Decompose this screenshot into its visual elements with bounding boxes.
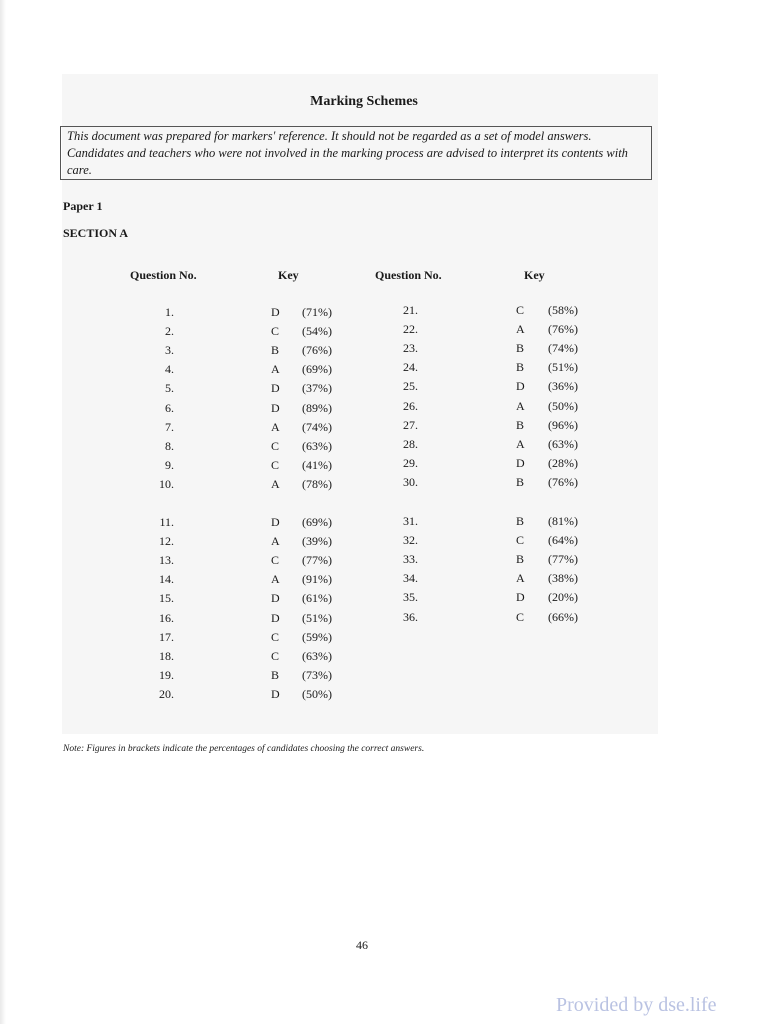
answer-key: D <box>516 379 525 394</box>
header-question-no-left: Question No. <box>130 268 197 282</box>
correct-percentage: (59%) <box>302 629 332 644</box>
question-number: 36. <box>403 609 418 624</box>
correct-percentage: (81%) <box>548 514 578 528</box>
question-number: 13. <box>159 553 174 568</box>
question-number: 28. <box>403 436 418 451</box>
answer-key: A <box>516 398 525 413</box>
correct-percentage: (89%) <box>302 400 332 415</box>
question-number: 22. <box>403 322 418 337</box>
correct-percentage: (41%) <box>302 457 332 472</box>
answer-key: C <box>271 457 280 472</box>
question-number: 30. <box>403 474 418 489</box>
correct-percentage: (64%) <box>548 533 578 548</box>
answer-key: C <box>271 553 280 568</box>
correct-percentage: (91%) <box>302 572 332 587</box>
answer-key: C <box>271 438 280 453</box>
answer-key: A <box>271 476 280 491</box>
correct-percentage: (20%) <box>548 590 578 605</box>
answer-key: A <box>271 419 280 434</box>
correct-percentage: (58%) <box>548 303 578 317</box>
answer-key: B <box>516 341 525 356</box>
correct-percentage: (71%) <box>302 305 332 319</box>
question-number: 18. <box>159 648 174 663</box>
question-number: 12. <box>159 534 174 549</box>
answer-key: B <box>516 514 525 528</box>
question-number: 23. <box>403 341 418 356</box>
answer-key: D <box>271 610 280 625</box>
question-number: 20. <box>159 686 174 701</box>
correct-percentage: (76%) <box>302 343 332 358</box>
header-question-no-right: Question No. <box>375 268 442 282</box>
question-number: 35. <box>403 590 418 605</box>
answer-key: A <box>516 322 525 337</box>
correct-percentage: (77%) <box>302 553 332 568</box>
answer-key: C <box>516 609 525 624</box>
answer-key: D <box>271 400 280 415</box>
question-number: 6. <box>165 400 174 415</box>
correct-percentage: (74%) <box>548 341 578 356</box>
answer-key: A <box>516 436 525 451</box>
watermark: Provided by dse.life <box>556 994 717 1016</box>
question-number: 26. <box>403 398 418 413</box>
answer-key: B <box>516 474 525 489</box>
correct-percentage: (51%) <box>548 360 578 375</box>
question-number: 16. <box>159 610 174 625</box>
question-number: 1. <box>165 305 174 319</box>
correct-percentage: (50%) <box>302 686 332 701</box>
correct-percentage: (36%) <box>548 379 578 394</box>
correct-percentage: (51%) <box>302 610 332 625</box>
correct-percentage: (76%) <box>548 322 578 337</box>
footnote: Note: Figures in brackets indicate the percentages of candidates choosing the correct answers. <box>63 744 425 754</box>
answer-key: B <box>271 667 280 682</box>
answer-key: A <box>271 572 280 587</box>
scan-edge <box>0 0 6 1024</box>
correct-percentage: (39%) <box>302 534 332 549</box>
correct-percentage: (54%) <box>302 324 332 339</box>
answer-key: D <box>271 591 280 606</box>
answer-key: A <box>271 362 280 377</box>
answer-key: C <box>271 629 280 644</box>
answer-key: D <box>271 381 280 396</box>
answer-key: C <box>516 303 525 317</box>
answer-key: A <box>271 534 280 549</box>
question-number: 25. <box>403 379 418 394</box>
question-number: 31. <box>403 514 418 528</box>
question-number: 8. <box>165 438 174 453</box>
question-number: 5. <box>165 381 174 396</box>
correct-percentage: (73%) <box>302 667 332 682</box>
answer-key: C <box>271 648 280 663</box>
answer-key: D <box>271 305 280 319</box>
answer-key: D <box>271 515 280 529</box>
correct-percentage: (78%) <box>302 476 332 491</box>
question-number: 33. <box>403 552 418 567</box>
correct-percentage: (37%) <box>302 381 332 396</box>
correct-percentage: (28%) <box>548 455 578 470</box>
question-number: 4. <box>165 362 174 377</box>
answer-key: C <box>271 324 280 339</box>
question-number: 10. <box>159 476 174 491</box>
answer-key: B <box>516 417 525 432</box>
correct-percentage: (69%) <box>302 362 332 377</box>
question-number: 32. <box>403 533 418 548</box>
question-number: 34. <box>403 571 418 586</box>
header-key-left: Key <box>278 268 299 282</box>
question-number: 7. <box>165 419 174 434</box>
correct-percentage: (38%) <box>548 571 578 586</box>
answer-key: A <box>516 571 525 586</box>
correct-percentage: (96%) <box>548 417 578 432</box>
correct-percentage: (74%) <box>302 419 332 434</box>
question-number: 29. <box>403 455 418 470</box>
correct-percentage: (63%) <box>302 648 332 663</box>
disclaimer-box: This document was prepared for markers' reference. It should not be regarded as a set of model answers. Candidates and teachers who were not involved in the marking process are advised to interpret its contents with care. <box>60 126 652 180</box>
question-number: 14. <box>159 572 174 587</box>
answer-key: D <box>271 686 280 701</box>
page-title: Marking Schemes <box>310 94 418 109</box>
correct-percentage: (61%) <box>302 591 332 606</box>
question-number: 27. <box>403 417 418 432</box>
question-number: 15. <box>159 591 174 606</box>
question-number: 11. <box>159 515 174 529</box>
question-number: 24. <box>403 360 418 375</box>
correct-percentage: (77%) <box>548 552 578 567</box>
correct-percentage: (69%) <box>302 515 332 529</box>
correct-percentage: (63%) <box>548 436 578 451</box>
question-number: 3. <box>165 343 174 358</box>
question-number: 19. <box>159 667 174 682</box>
answer-key: D <box>516 590 525 605</box>
question-number: 17. <box>159 629 174 644</box>
answer-key: B <box>516 360 525 375</box>
section-label: SECTION A <box>63 226 129 240</box>
paper-label: Paper 1 <box>63 199 103 213</box>
answer-key: C <box>516 533 525 548</box>
correct-percentage: (50%) <box>548 398 578 413</box>
answer-key: B <box>271 343 280 358</box>
question-number: 21. <box>403 303 418 317</box>
correct-percentage: (76%) <box>548 474 578 489</box>
question-number: 9. <box>165 457 174 472</box>
answer-key: D <box>516 455 525 470</box>
answer-key: B <box>516 552 525 567</box>
page-number: 46 <box>356 938 368 952</box>
question-number: 2. <box>165 324 174 339</box>
header-key-right: Key <box>524 268 545 282</box>
correct-percentage: (63%) <box>302 438 332 453</box>
correct-percentage: (66%) <box>548 609 578 624</box>
